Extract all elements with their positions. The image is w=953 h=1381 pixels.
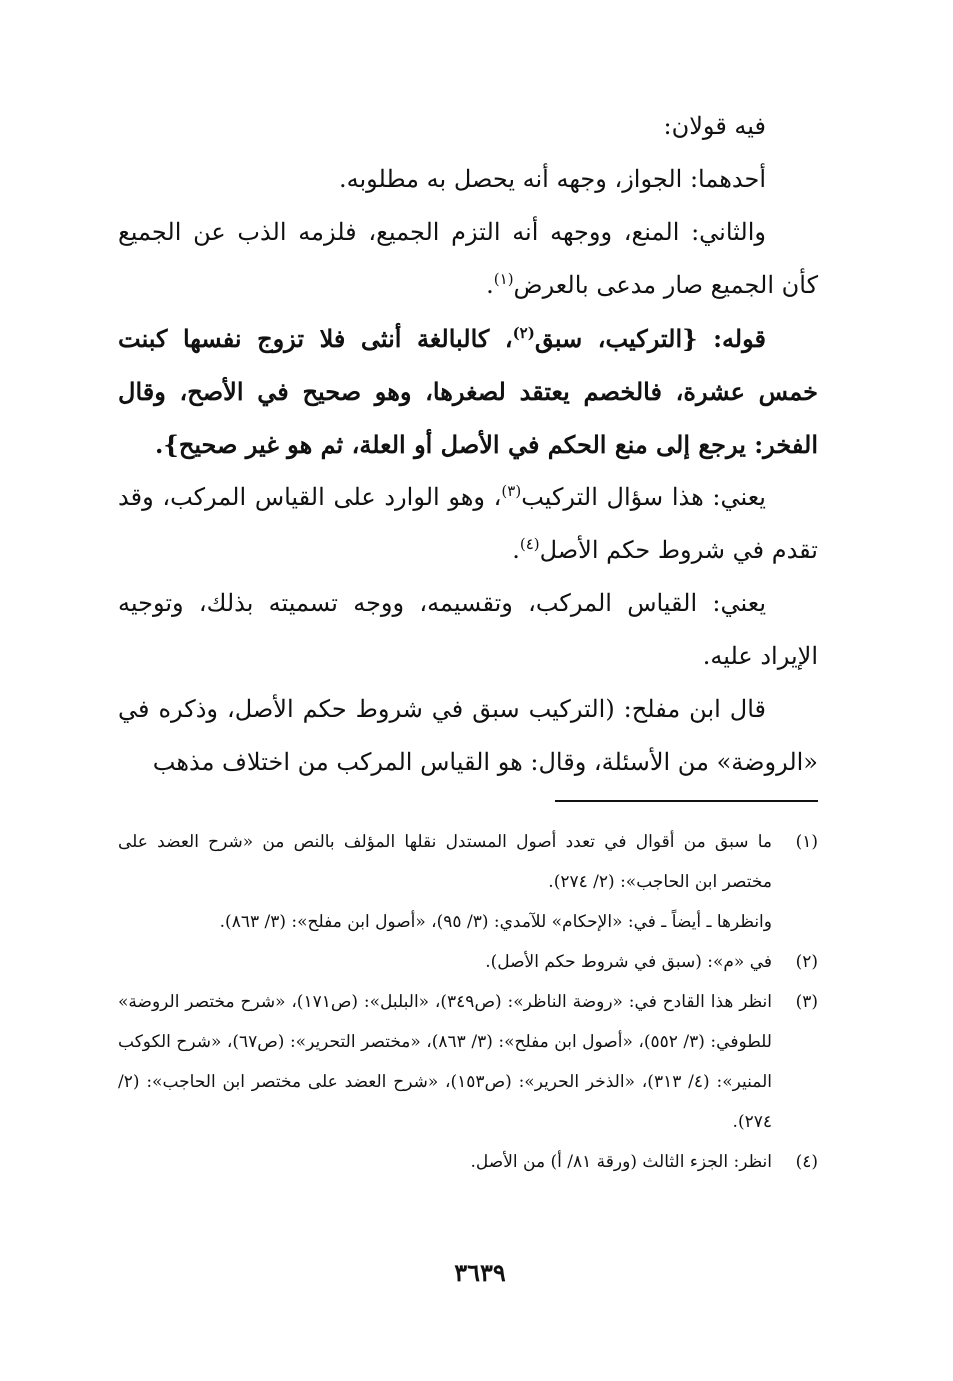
footnote-ref-3: (٣) [501,482,522,500]
paragraph-3-text: والثاني: المنع، ووجهه أنه التزم الجميع، فلزمه الذب عن الجميع كأن الجميع صار مدعى بالعرض [118,218,818,299]
paragraph-4-quote [118,312,818,471]
paragraph-4-rest: ، كالبالغة أنثى فلا تزوج نفسها كبنت خمس عشرة، فالخصم يعتقد لصغرها، وهو صحيح في الأصح، وقال الفخر: يرجع إلى منع الحكم في الأصل أو العلة، ثم هو غير صحيح}. [118,324,818,459]
paragraph-3-end: . [486,271,494,299]
footnote-text: انظر هذا القادح في: «روضة الناظر»: (ص٣٤٩)، «البلبل»: (ص١٧١)، «شرح مختصر الروضة» للطوفي: (٣/ ٥٥٢)، «أصول ابن مفلح»: (٣/ ٨٦٣)، «مختصر التحرير»: (ص٦٧)، «شرح الكوكب المنير»: (٤/ ٣١٣)، «الذخر الحرير»: (ص١٥٣)، «شرح العضد على مختصر ابن الحاجب»: (٢/ ٢٧٤). [118,992,772,1132]
footnote-extra: وانظرها ـ أيضاً ـ في: «الإحكام» للآمدي: (٣/ ٩٥)، «أصول ابن مفلح»: (٣/ ٨٦٣). [219,912,772,932]
paragraph-7: قال ابن مفلح: (التركيب سبق في شروط حكم الأصل، وذكره في «الروضة» من الأسئلة، وقال: هو القياس المركب من اختلاف مذهب [118,695,818,776]
footnote-divider [555,800,818,802]
footnote-2 [118,942,818,982]
paragraph-5-end: . [512,536,520,564]
footnote-1 [118,822,818,942]
footnote-ref-4: (٤) [519,535,540,553]
footnote-ref-1: (١) [493,270,514,288]
footnote-text: ما سبق من أقوال في تعدد أصول المستدل نقلها المؤلف بالنص من «شرح العضد على مختصر ابن الحاجب»: (٢/ ٢٧٤). [118,832,772,892]
paragraph-6: يعني: القياس المركب، وتقسيمه، ووجه تسميته بذلك، وتوجيه الإيراد عليه. [118,589,818,670]
footnote-4 [118,1142,818,1182]
footnote-ref-2: (٢) [512,324,535,342]
paragraph-1: فيه قولان: [663,112,766,140]
paragraph-5-lead: يعني: هذا سؤال التركيب [521,483,766,511]
paragraph-3 [118,206,818,312]
paragraph-4-lead: قوله: {التركيب، سبق [534,324,766,353]
footnote-body [118,822,772,942]
paragraph-5-mid: ، وهو الوارد على القياس المركب، وقد تقدم في شروط حكم الأصل [118,483,818,564]
footnote-number: (٤) [795,1152,818,1172]
footnote-number: (١) [795,832,818,852]
footnote-text: في «م»: (سبق في شروط حكم الأصل). [485,952,772,972]
footnote-3 [118,982,818,1142]
paragraph-2: أحدهما: الجواز، وجهه أنه يحصل به مطلوبه. [338,165,766,193]
footnote-text: انظر: الجزء الثالث (ورقة ٨١/ أ) من الأصل. [470,1152,772,1172]
footnote-number: (٢) [795,952,818,972]
paragraph-5 [118,471,818,577]
page-number: ٣٦٣٩ [454,1258,506,1287]
footnotes [118,822,818,1182]
main-text [118,100,818,789]
footnote-number: (٣) [795,992,818,1012]
